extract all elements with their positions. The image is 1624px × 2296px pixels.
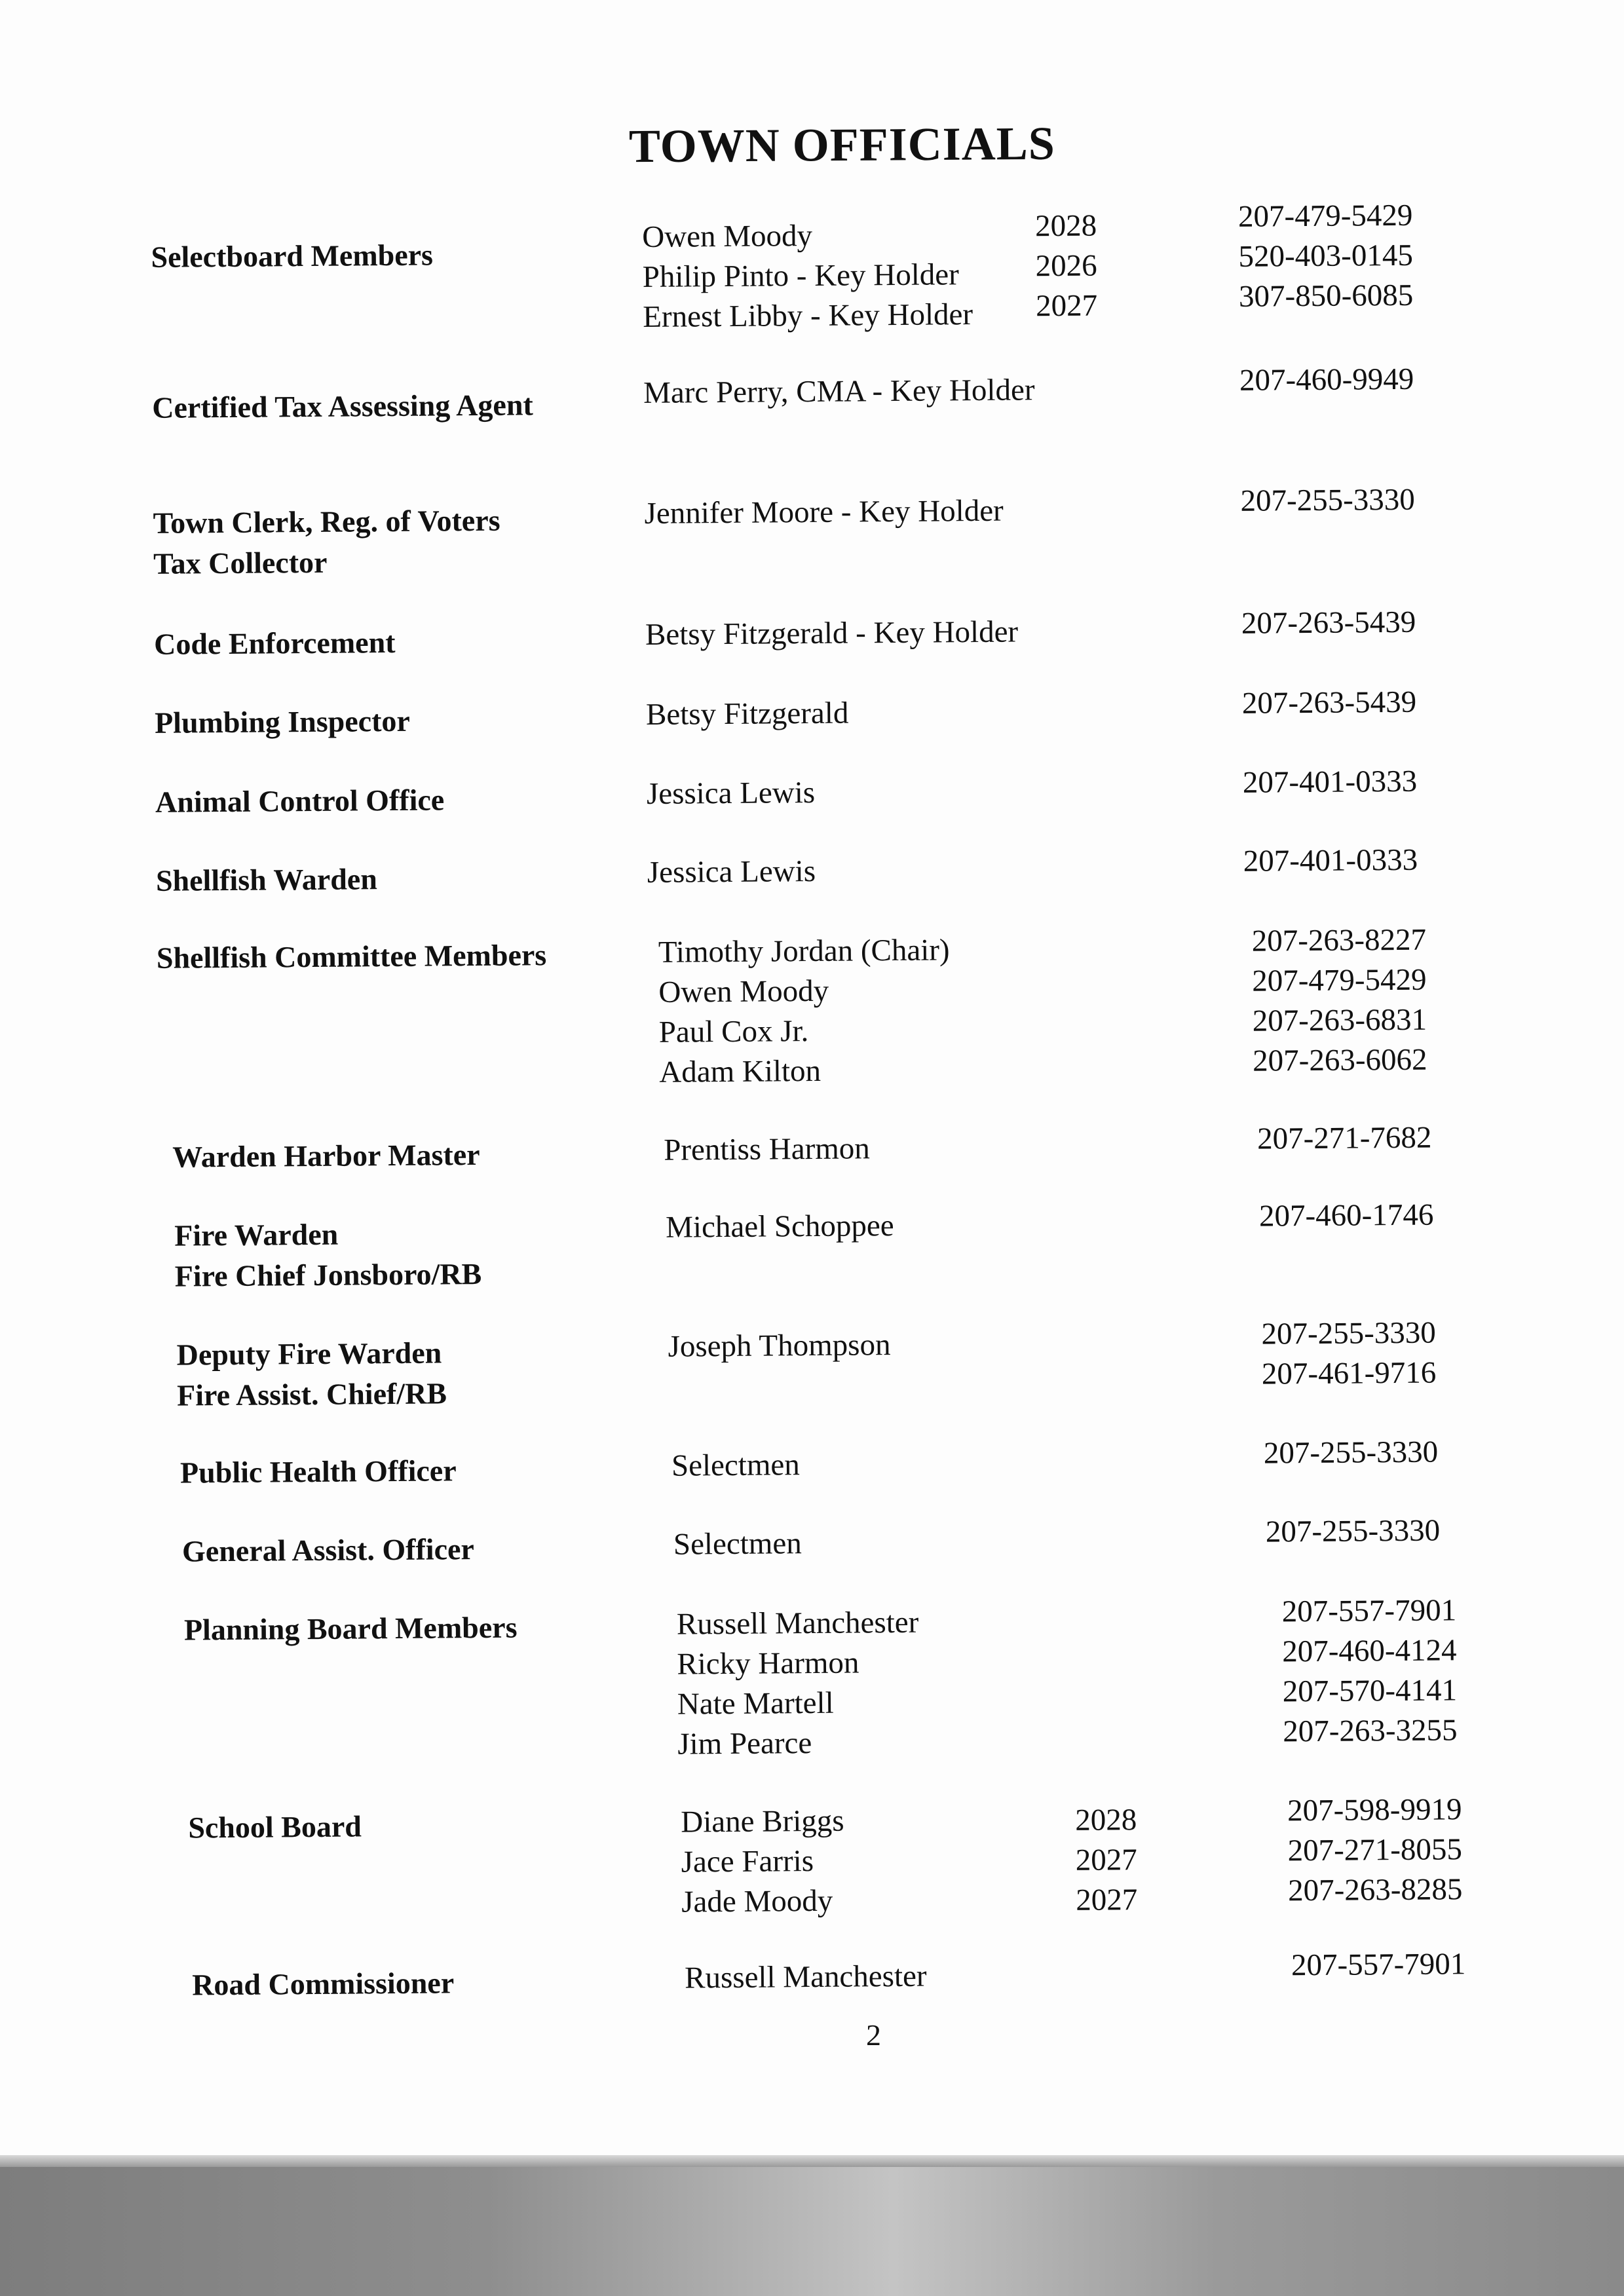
phone-numbers: 207-263-5439 [1241,605,1416,641]
page-number: 2 [866,2018,881,2052]
role-label: Public Health Officer [179,1454,457,1490]
official-row-town-clerk [0,482,1619,580]
official-names: Michael Schoppee [665,1209,894,1245]
official-names: Selectmen [671,1448,800,1483]
phone-numbers: 207-255-3330 [1240,482,1415,518]
phone-numbers: 207-255-3330 207-461-9716 [1261,1315,1437,1391]
official-names: Joseph Thompson [668,1328,891,1364]
term-years: 2028 2026 2027 [1034,208,1098,324]
official-names: Russell Manchester [684,1959,927,1995]
official-names: Diane Briggs Jace Farris Jade Moody [681,1803,844,1919]
phone-numbers: 207-401-0333 [1243,842,1418,878]
role-label: General Assist. Officer [181,1532,475,1568]
phone-numbers: 207-479-5429 520-403-0145 307-850-6085 [1237,198,1414,314]
role-label: School Board [188,1809,362,1845]
role-label: Plumbing Inspector [154,704,411,740]
official-names: Betsy Fitzgerald [645,696,849,732]
official-row-selectboard [0,198,1617,334]
official-names: Russell Manchester Ricky Harmon Nate Martell Jim Pearce [676,1605,919,1761]
role-label: Code Enforcement [153,625,396,661]
official-row-public-health [3,1435,1624,1490]
role-label: Animal Control Office [155,783,445,819]
official-row-plumbing-inspector [0,685,1621,740]
scanner-edge [0,2155,1624,2296]
role-label: Planning Board Members [183,1610,518,1647]
official-row-general-assist [4,1513,1624,1568]
role-label: Shellfish Warden [155,862,378,897]
phone-numbers: 207-557-7901 207-460-4124 207-570-4141 207-263-3255 [1281,1593,1458,1749]
official-row-road-commissioner [7,1947,1624,2002]
phone-numbers: 207-460-1746 [1258,1197,1434,1233]
phone-numbers: 207-557-7901 [1291,1947,1466,1983]
official-row-shellfish-warden [0,842,1623,897]
official-names: Betsy Fitzgerald - Key Holder [645,614,1019,652]
phone-numbers: 207-460-9949 [1239,362,1414,398]
official-row-fire-warden [1,1197,1624,1293]
phone-numbers: 207-271-7682 [1256,1120,1432,1156]
phone-numbers: 207-255-3330 [1265,1513,1441,1549]
official-names: Jessica Lewis [647,854,816,890]
official-row-school-board [6,1792,1624,1919]
phone-numbers: 207-263-8227 207-479-5429 207-263-6831 207-263-6062 [1251,922,1427,1078]
phone-numbers: 207-255-3330 [1263,1435,1439,1471]
official-names: Timothy Jordan (Chair) Owen Moody Paul Cox Jr. Adam Kilton [658,933,950,1089]
official-row-tax-assessing [0,362,1619,424]
phone-numbers: 207-598-9919 207-271-8055 207-263-8285 [1287,1792,1463,1908]
official-row-shellfish-committee [0,922,1623,1089]
phone-numbers: 207-401-0333 [1242,764,1418,800]
term-years: 2028 2027 2027 [1075,1803,1138,1917]
role-label: Certified Tax Assessing Agent [152,388,533,424]
role-label: Selectboard Members [151,238,434,274]
role-label: Deputy Fire Warden Fire Assist. Chief/RB [176,1336,447,1412]
official-names: Owen Moody Philip Pinto - Key Holder Ernest Libby - Key Holder [642,218,973,334]
official-row-animal-control [0,764,1622,819]
role-label: Warden Harbor Master [172,1137,480,1174]
official-row-code-enforcement [0,605,1621,661]
phone-numbers: 207-263-5439 [1241,685,1417,721]
page-title: TOWN OFFICIALS [628,117,1056,173]
official-names: Jennifer Moore - Key Holder [644,493,1004,531]
role-label: Shellfish Committee Members [156,938,547,975]
official-names: Selectmen [673,1526,802,1562]
role-label: Road Commissioner [192,1966,455,2002]
official-row-harbor-master [1,1120,1624,1174]
official-names: Marc Perry, CMA - Key Holder [643,373,1035,410]
official-names: Prentiss Harmon [664,1131,871,1167]
role-label: Fire Warden Fire Chief Jonsboro/RB [174,1217,482,1293]
official-names: Jessica Lewis [646,775,816,811]
role-label: Town Clerk, Reg. of Voters Tax Collector [153,503,500,580]
official-row-planning-board [5,1593,1624,1761]
official-row-deputy-fire-warden [2,1315,1624,1412]
